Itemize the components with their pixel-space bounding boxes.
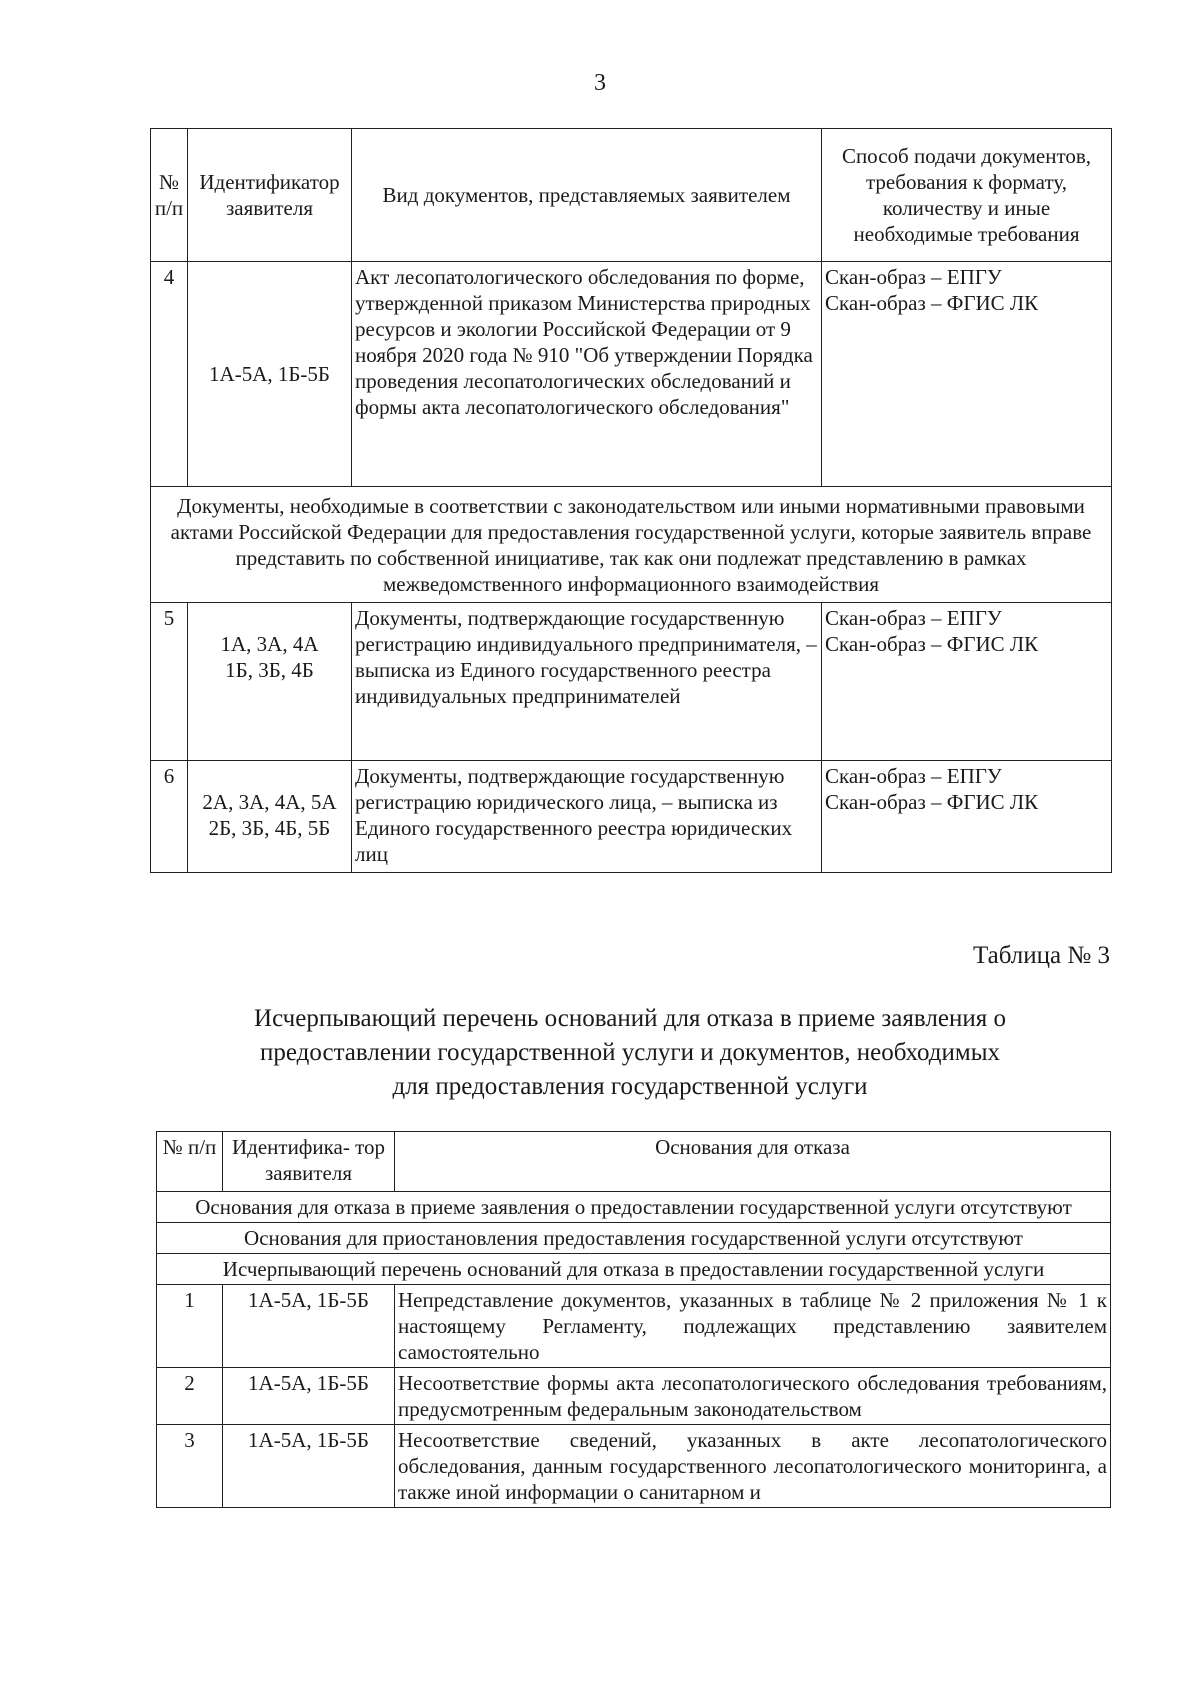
section-heading [150,1002,1110,1104]
row-grounds: Несоответствие формы акта лесопатологического обследования требованиям, предусмотренным федеральным законодательством [395,1368,1111,1425]
method-line: Скан-образ – ФГИС ЛК [825,632,1039,656]
row-applicant-id [188,761,352,873]
table-caption: Таблица № 3 [972,942,1110,969]
row-num: 1 [157,1285,223,1368]
table-row [151,262,1112,487]
section-title: Документы, необходимые в соответствии с законодательством или иными нормативными правовыми актами Российской Федерации для предоставления государственной услуги, которые заявитель вправе представить по собственной инициативе, так как они подлежат представлению в рамках межведомственного информационного взаимодействия [151,487,1112,603]
heading-line: предоставлении государственной услуги и документов, необходимых [259,1039,1000,1066]
table-header-row [151,129,1112,262]
section-row [157,1254,1111,1285]
row-applicant-id: 1А-5А, 1Б-5Б [223,1425,395,1508]
section-title: Основания для отказа в приеме заявления о предоставлении государственной услуги отсутствуют [157,1192,1111,1223]
applicant-id-line: 1Б, 3Б, 4Б [225,658,314,682]
table-row [157,1425,1111,1508]
row-num: 3 [157,1425,223,1508]
header-applicant-id: Идентификатор заявителя [188,129,352,262]
applicant-id-line: 2Б, 3Б, 4Б, 5Б [208,816,331,840]
section-title: Основания для приостановления предоставления государственной услуги отсутствуют [157,1223,1111,1254]
applicant-id-line: 2А, 3А, 4А, 5А [202,790,337,814]
header-num: № п/п [157,1132,223,1192]
row-method [822,603,1112,761]
section-title: Исчерпывающий перечень оснований для отказа в предоставлении государственной услуги [157,1254,1111,1285]
refusal-grounds-table [156,1131,1111,1508]
method-line: Скан-образ – ФГИС ЛК [825,291,1039,315]
table-row [157,1285,1111,1368]
row-num: 2 [157,1368,223,1425]
table-header-row [157,1132,1111,1192]
row-num: 5 [151,603,188,761]
documents-table [150,128,1112,873]
row-num: 6 [151,761,188,873]
header-method: Способ подачи документов, требования к формату, количеству и иные необходимые требования [822,129,1112,262]
row-grounds: Непредставление документов, указанных в таблице № 2 приложения № 1 к настоящему Регламенту, подлежащих представлению заявителем самостоятельно [395,1285,1111,1368]
section-row [157,1223,1111,1254]
row-applicant-id [188,603,352,761]
heading-line: для предоставления государственной услуги [392,1073,868,1100]
method-line: Скан-образ – ЕПГУ [825,764,1002,788]
table-row [151,603,1112,761]
method-line: Скан-образ – ФГИС ЛК [825,790,1039,814]
row-doc-type: Документы, подтверждающие государственную регистрацию индивидуального предпринимателя, – выписка из Единого государственного реестра индивидуальных предпринимателей [352,603,822,761]
table-row [151,761,1112,873]
header-num: № п/п [151,129,188,262]
row-applicant-id: 1А-5А, 1Б-5Б [223,1368,395,1425]
header-grounds: Основания для отказа [395,1132,1111,1192]
header-applicant-id: Идентифика- тор заявителя [223,1132,395,1192]
method-line: Скан-образ – ЕПГУ [825,265,1002,289]
method-line: Скан-образ – ЕПГУ [825,606,1002,630]
page-number: 3 [594,70,606,96]
row-doc-type: Акт лесопатологического обследования по форме, утвержденной приказом Министерства природных ресурсов и экологии Российской Федерации от 9 ноября 2020 года № 910 "Об утверждении Порядка проведения лесопатологических обследований и формы акта лесопатологического обследования" [352,262,822,487]
row-doc-type: Документы, подтверждающие государственную регистрацию юридического лица, – выписка из Единого государственного реестра юридических лиц [352,761,822,873]
header-doc-type: Вид документов, представляемых заявителем [352,129,822,262]
row-num: 4 [151,262,188,487]
row-method [822,761,1112,873]
row-grounds: Несоответствие сведений, указанных в акте лесопатологического обследования, данным государственного лесопатологического мониторинга, а также иной информации о санитарном и [395,1425,1111,1508]
row-method [822,262,1112,487]
row-applicant-id: 1А-5А, 1Б-5Б [223,1285,395,1368]
section-row [151,487,1112,603]
table-row [157,1368,1111,1425]
applicant-id-line: 1А, 3А, 4А [220,632,319,656]
row-applicant-id: 1А-5А, 1Б-5Б [188,262,352,487]
heading-line: Исчерпывающий перечень оснований для отказа в приеме заявления о [254,1005,1006,1032]
section-row [157,1192,1111,1223]
